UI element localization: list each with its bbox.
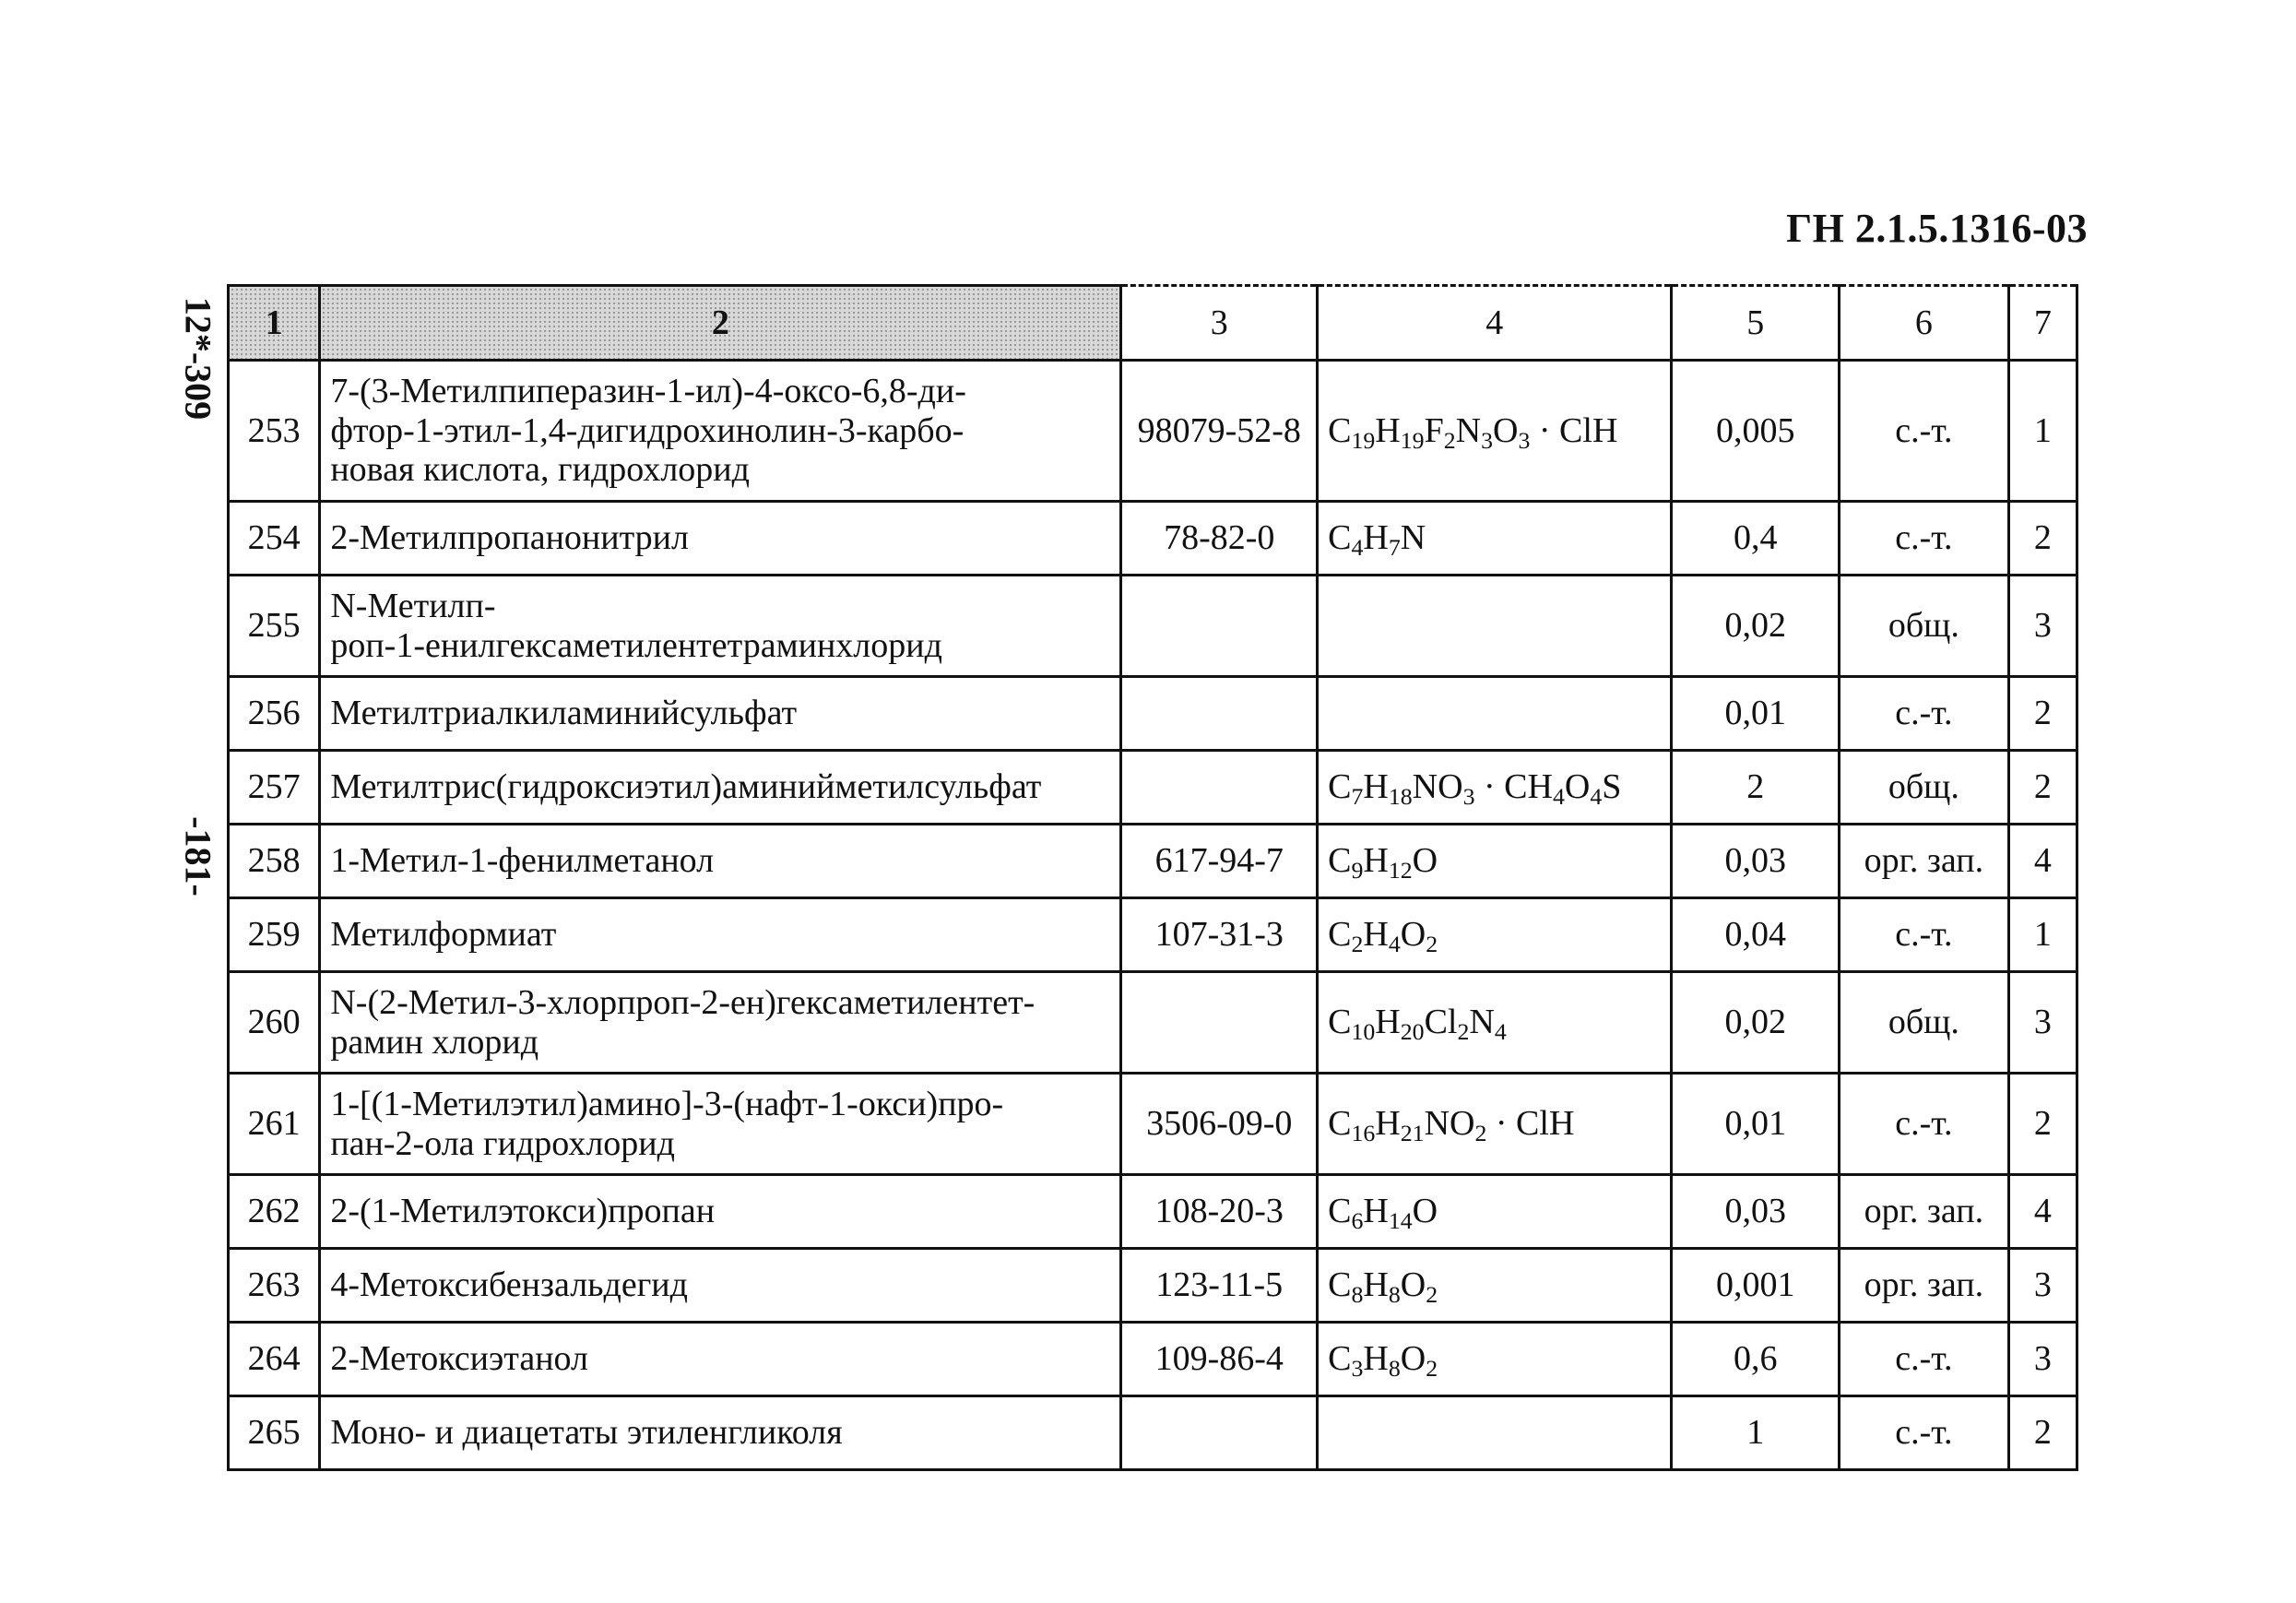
row-number-cell: 259 (229, 898, 320, 972)
indicator-cell: орг. зап. (1840, 825, 2009, 898)
value-cell: 0,03 (1672, 825, 1840, 898)
cas-number-cell (1121, 576, 1318, 677)
table-row (229, 502, 2077, 576)
column-header: 2 (320, 286, 1121, 361)
table-row (229, 1323, 2077, 1396)
value-cell: 0,03 (1672, 1175, 1840, 1249)
substance-name-cell: N-(2-Метил-3-хлорпроп-2-ен)гексаметилентет- рамин хлорид (320, 972, 1121, 1074)
formula-cell: $C_8H_8O_2$ (1318, 1249, 1672, 1323)
formula-cell: $C_{19}H_{19}F_2N_3O_3$ · ClH (1318, 361, 1672, 502)
hazard-class-cell: 3 (2008, 576, 2077, 677)
hazard-class-cell: 1 (2008, 898, 2077, 972)
substance-name-cell: N-Метилп- роп-1-енилгексаметилентетраминхлорид (320, 576, 1121, 677)
table-row (229, 576, 2077, 677)
row-number-cell: 264 (229, 1323, 320, 1396)
cas-number-cell: 98079-52-8 (1121, 361, 1318, 502)
substance-name-cell: Метилформиат (320, 898, 1121, 972)
value-cell: 1 (1672, 1396, 1840, 1470)
indicator-cell: с.-т. (1840, 1396, 2009, 1470)
sheet-mark: 12*-309 (177, 296, 219, 421)
indicator-cell: орг. зап. (1840, 1175, 2009, 1249)
cas-number-cell (1121, 677, 1318, 751)
value-cell: 0,04 (1672, 898, 1840, 972)
cas-number-cell (1121, 1396, 1318, 1470)
row-number-cell: 260 (229, 972, 320, 1074)
table-row (229, 677, 2077, 751)
indicator-cell: с.-т. (1840, 1323, 2009, 1396)
formula-cell (1318, 1396, 1672, 1470)
row-number-cell: 253 (229, 361, 320, 502)
hazard-class-cell: 3 (2008, 1323, 2077, 1396)
substance-name-cell: 2-Метилпропанонитрил (320, 502, 1121, 576)
row-number-cell: 261 (229, 1074, 320, 1175)
table-body (229, 361, 2077, 1470)
hazard-class-cell: 2 (2008, 502, 2077, 576)
hazard-class-cell: 4 (2008, 1175, 2077, 1249)
table-row (229, 1175, 2077, 1249)
substances-table (227, 284, 2078, 1471)
indicator-cell: с.-т. (1840, 677, 2009, 751)
row-number-cell: 262 (229, 1175, 320, 1249)
formula-cell: $C_4H_7N$ (1318, 502, 1672, 576)
column-header: 4 (1318, 286, 1672, 361)
formula-cell (1318, 576, 1672, 677)
column-header: 1 (229, 286, 320, 361)
formula-cell (1318, 677, 1672, 751)
indicator-cell: общ. (1840, 576, 2009, 677)
page-number: -181- (177, 816, 219, 896)
value-cell: 0,01 (1672, 677, 1840, 751)
cas-number-cell: 3506-09-0 (1121, 1074, 1318, 1175)
column-header: 6 (1840, 286, 2009, 361)
hazard-class-cell: 4 (2008, 825, 2077, 898)
hazard-class-cell: 2 (2008, 1074, 2077, 1175)
value-cell: 0,6 (1672, 1323, 1840, 1396)
formula-cell: $C_2H_4O_2$ (1318, 898, 1672, 972)
formula-cell: $C_9H_{12}O$ (1318, 825, 1672, 898)
indicator-cell: общ. (1840, 972, 2009, 1074)
table-row (229, 825, 2077, 898)
row-number-cell: 255 (229, 576, 320, 677)
hazard-class-cell: 3 (2008, 1249, 2077, 1323)
substance-name-cell: 2-Метоксиэтанол (320, 1323, 1121, 1396)
row-number-cell: 258 (229, 825, 320, 898)
column-header: 3 (1121, 286, 1318, 361)
row-number-cell: 265 (229, 1396, 320, 1470)
value-cell: 0,01 (1672, 1074, 1840, 1175)
table-row (229, 972, 2077, 1074)
row-number-cell: 257 (229, 751, 320, 825)
hazard-class-cell: 3 (2008, 972, 2077, 1074)
indicator-cell: орг. зап. (1840, 1249, 2009, 1323)
value-cell: 0,005 (1672, 361, 1840, 502)
table-row (229, 751, 2077, 825)
indicator-cell: общ. (1840, 751, 2009, 825)
row-number-cell: 263 (229, 1249, 320, 1323)
substance-name-cell: 2-(1-Метилэтокси)пропан (320, 1175, 1121, 1249)
substance-name-cell: 7-(3-Метилпиперазин-1-ил)-4-оксо-6,8-ди- фтор-1-этил-1,4-дигидрохинолин-3-карбо- новая кислота, гидрохлорид (320, 361, 1121, 502)
substance-name-cell: Метилтриалкиламинийсульфат (320, 677, 1121, 751)
substance-name-cell: Моно- и диацетаты этиленгликоля (320, 1396, 1121, 1470)
table-row (229, 361, 2077, 502)
column-header: 5 (1672, 286, 1840, 361)
table-row (229, 898, 2077, 972)
indicator-cell: с.-т. (1840, 502, 2009, 576)
value-cell: 0,4 (1672, 502, 1840, 576)
formula-cell: $C_{16}H_{21}NO_2$ · ClH (1318, 1074, 1672, 1175)
table-row (229, 1396, 2077, 1470)
cas-number-cell: 617-94-7 (1121, 825, 1318, 898)
indicator-cell: с.-т. (1840, 1074, 2009, 1175)
hazard-class-cell: 2 (2008, 1396, 2077, 1470)
substance-name-cell: 4-Метоксибензальдегид (320, 1249, 1121, 1323)
formula-cell: $C_{10}H_{20}Cl_2N_4$ (1318, 972, 1672, 1074)
cas-number-cell (1121, 751, 1318, 825)
column-header-row (229, 286, 2077, 361)
cas-number-cell: 109-86-4 (1121, 1323, 1318, 1396)
cas-number-cell: 78-82-0 (1121, 502, 1318, 576)
column-header: 7 (2008, 286, 2077, 361)
cas-number-cell: 107-31-3 (1121, 898, 1318, 972)
table-row (229, 1074, 2077, 1175)
hazard-class-cell: 2 (2008, 677, 2077, 751)
cas-number-cell: 108-20-3 (1121, 1175, 1318, 1249)
indicator-cell: с.-т. (1840, 361, 2009, 502)
value-cell: 0,02 (1672, 972, 1840, 1074)
substance-name-cell: Метилтрис(гидроксиэтил)аминийметилсульфат (320, 751, 1121, 825)
value-cell: 0,02 (1672, 576, 1840, 677)
hazard-class-cell: 2 (2008, 751, 2077, 825)
row-number-cell: 256 (229, 677, 320, 751)
formula-cell: $C_7H_{18}NO_3 \cdot CH_4O_4S$ (1318, 751, 1672, 825)
row-number-cell: 254 (229, 502, 320, 576)
cas-number-cell: 123-11-5 (1121, 1249, 1318, 1323)
document-code: ГН 2.1.5.1316-03 (1786, 206, 2088, 251)
formula-cell: $C_6H_{14}O$ (1318, 1175, 1672, 1249)
formula-cell: $C_3H_8O_2$ (1318, 1323, 1672, 1396)
substance-name-cell: 1-[(1-Метилэтил)амино]-3-(нафт-1-окси)про- пан-2-ола гидрохлорид (320, 1074, 1121, 1175)
value-cell: 0,001 (1672, 1249, 1840, 1323)
cas-number-cell (1121, 972, 1318, 1074)
value-cell: 2 (1672, 751, 1840, 825)
table-row (229, 1249, 2077, 1323)
hazard-class-cell: 1 (2008, 361, 2077, 502)
substance-name-cell: 1-Метил-1-фенилметанол (320, 825, 1121, 898)
indicator-cell: с.-т. (1840, 898, 2009, 972)
